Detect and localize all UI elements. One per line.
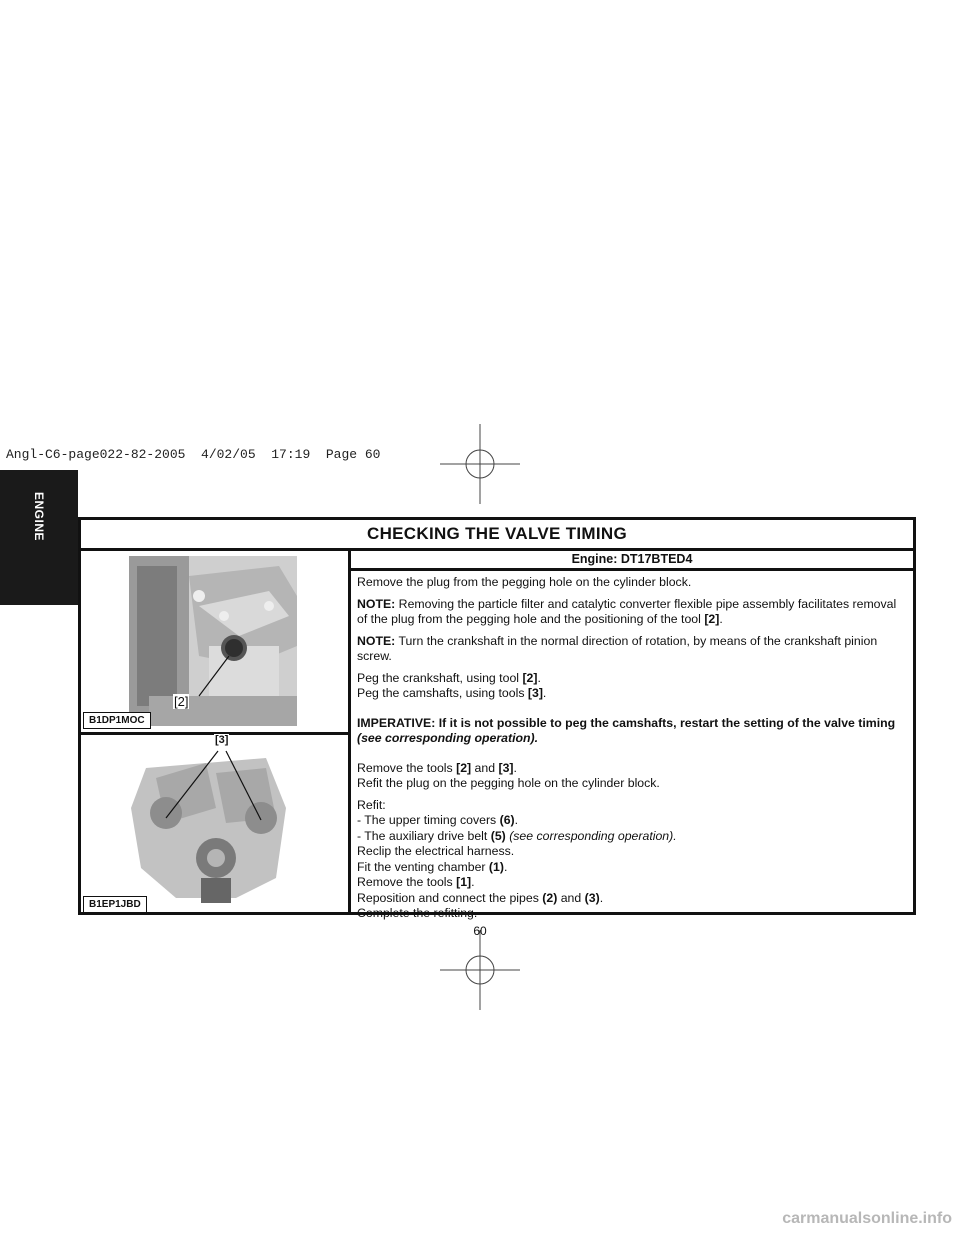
watermark: carmanualsonline.info (782, 1210, 952, 1227)
image-code-bottom: B1EP1JBD (83, 896, 147, 913)
image-column (81, 551, 351, 912)
engine-photo-bottom (126, 748, 291, 908)
side-tab (0, 470, 78, 605)
registration-mark-bottom (440, 930, 520, 1010)
text-column (351, 551, 913, 920)
side-tab-label: ENGINE (32, 492, 46, 542)
crosshair-icon-bottom (440, 930, 520, 1010)
procedure-text (357, 575, 909, 928)
section-title: CHECKING THE VALVE TIMING (81, 520, 913, 551)
engine-detail-image (129, 556, 297, 726)
step-remove-plug: Remove the plug from the pegging hole on the cylinder block. (357, 575, 692, 589)
note-crankshaft: NOTE: Turn the crankshaft in the normal direction of rotation, by means of the crankshaft pinion screw. (357, 633, 878, 663)
note-particle-filter: NOTE: Removing the particle filter and catalytic converter flexible pipe assembly facilitates removal of the plug from the pegging hole and the positioning of the tool [2]. (357, 596, 897, 626)
page-number: 60 (473, 924, 487, 938)
callout-top: [2] (174, 694, 189, 709)
print-slug: Angl-C6-page022-82-2005 4/02/05 17:19 Page 60 (6, 447, 381, 462)
step-remove-tools: Remove the tools [2] and [3]. Refit the plug on the pegging hole on the cylinder block. (357, 760, 660, 790)
crosshair-icon (440, 424, 520, 504)
registration-mark-top (440, 424, 520, 504)
callout-bottom: [3] (215, 734, 229, 746)
imperative-warning: IMPERATIVE: If it is not possible to peg the camshafts, restart the setting of the valve timing (see corresponding operation). (357, 715, 896, 745)
engine-overview-image (126, 748, 291, 908)
engine-photo-top (129, 556, 297, 726)
engine-label: Engine: DT17BTED4 (351, 551, 913, 571)
step-refit: Refit: - The upper timing covers (6). - The auxiliary drive belt (5) (see corresponding operation). Reclip the electrical harness. Fit the venting chamber (1). Remove the tools [1]. Reposition and connect the pipes (2) and (3). Complete the refitting. (357, 797, 677, 920)
image-code-top: B1DP1MOC (83, 712, 151, 729)
step-peg: Peg the crankshaft, using tool [2]. Peg the camshafts, using tools [3]. (357, 670, 547, 700)
procedure-frame (78, 517, 916, 920)
